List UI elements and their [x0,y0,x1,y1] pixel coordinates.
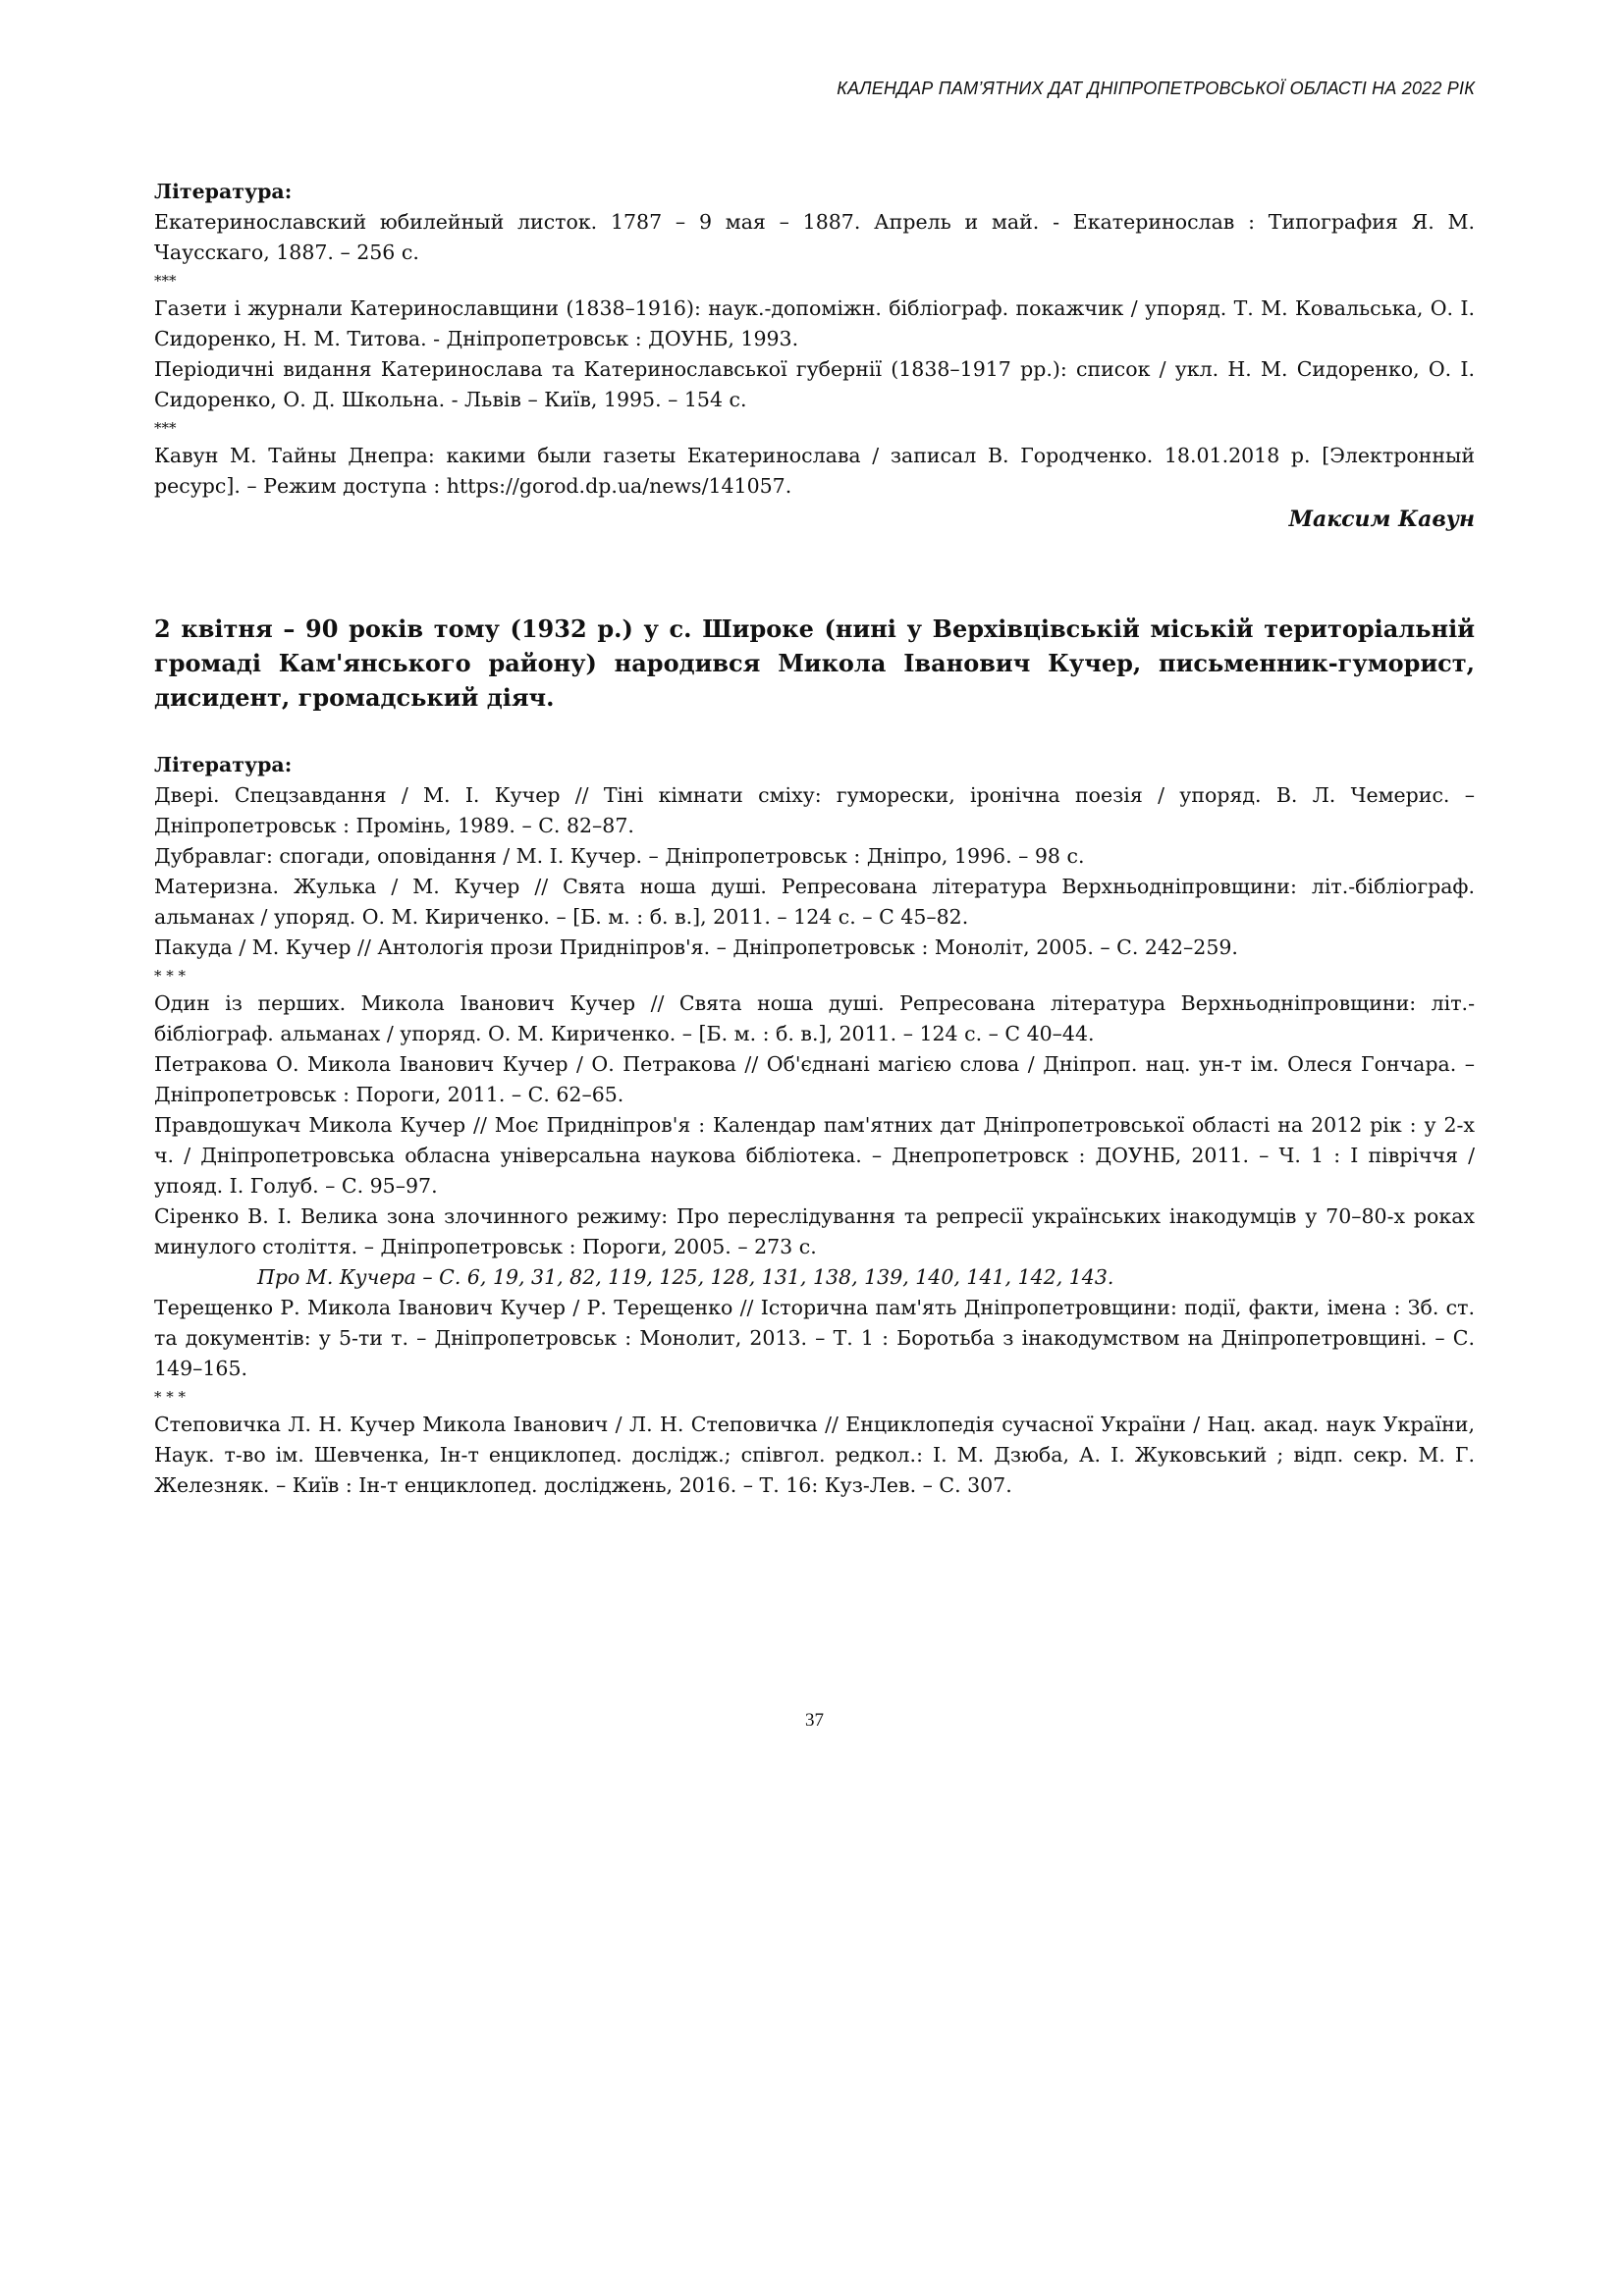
bibliography-entry: Правдошукач Микола Кучер // Моє Придніпров'я : Календар пам'ятних дат Дніпропетровської області на 2012 рік : у 2-х ч. / Дніпропетровська обласна універсальна наукова бібліотека. – Днепропетровск : ДОУНБ, 2011. – Ч. 1 : І півріччя / упояд. І. Голуб. – С. 95–97. [154,1113,1475,1198]
literature-heading: Література: [154,753,293,776]
page-content [154,177,1475,1501]
page-number: 37 [805,1710,824,1731]
bibliography-entry: Екатеринославский юбилейный листок. 1787 – 9 мая – 1887. Апрель и май. - Екатеринослав : Типография Я. М. Чаусскаго, 1887. – 256 с. [154,210,1475,264]
bibliography-entry: Один із перших. Микола Іванович Кучер // Свята ноша душі. Репресована література Верхньодніпровщини: літ.-бібліограф. альманах / упоряд. О. М. Кириченко. – [Б. м. : б. в.], 2011. – 124 с. – С 40–44. [154,991,1475,1045]
bibliography-entry: Степовичка Л. Н. Кучер Микола Іванович / Л. Н. Степовичка // Енциклопедія сучасної України / Нац. акад. наук України, Наук. т-во ім. Шевченка, Ін-т енциклопед. дослідж.; співгол. редкол.: І. М. Дзюба, А. І. Жуковський ; відп. секр. М. Г. Железняк. – Київ : Ін-т енциклопед. досліджень, 2016. – Т. 16: Куз-Лев. – С. 307. [154,1413,1475,1497]
separator: * * * [154,1388,187,1406]
event-heading: 2 квітня – 90 років тому (1932 р.) у с. Широке (нині у Верхівцівській міській територіальній громаді Кам'янського району) народився Микола Іванович Кучер, письменник-гуморист, дисидент, громадський діяч. [154,614,1475,712]
literature-heading: Література: [154,180,293,203]
author-signature: Максим Кавун [1288,507,1475,532]
bibliography-entry: Періодичні видання Катеринослава та Катеринославської губернії (1838–1917 рр.): список / укл. Н. М. Сидоренко, О. І. Сидоренко, О. Д. Школьна. - Львів – Київ, 1995. – 154 с. [154,357,1475,411]
bibliography-entry: Дубравлаг: спогади, оповідання / М. І. Кучер. – Дніпропетровськ : Дніпро, 1996. – 98 с. [154,844,1085,868]
bibliography-entry: Терещенко Р. Микола Іванович Кучер / Р. Терещенко // Історична пам'ять Дніпропетровщини: події, факти, імена : Зб. ст. та документів: у 5-ти т. – Дніпропетровськ : Монолит, 2013. – Т. 1 : Боротьба з інакодумством на Дніпропетровщині. – С. 149–165. [154,1296,1475,1380]
separator: *** [154,272,177,290]
document-page [154,0,1475,2296]
bibliography-entry: Кавун М. Тайны Днепра: какими были газеты Екатеринослава / записал В. Городченко. 18.01.2018 р. [Электронный ресурс]. – Режим доступа : https://gorod.dp.ua/news/141057. [154,444,1475,498]
bibliography-entry: Двері. Спецзавдання / М. І. Кучер // Тіні кімнати сміху: гуморески, іронічна поезія / упоряд. В. Л. Чемерис. – Дніпропетровськ : Промінь, 1989. – С. 82–87. [154,783,1475,837]
separator: * * * [154,967,187,985]
bibliography-entry: Пакуда / М. Кучер // Антологія прози Придніпров'я. – Дніпропетровськ : Моноліт, 2005. – С. 242–259. [154,935,1238,959]
bibliography-entry: Материзна. Жулька / М. Кучер // Свята ноша душі. Репресована література Верхньодніпровщини: літ.-бібліограф. альманах / упоряд. О. М. Кириченко. – [Б. м. : б. в.], 2011. – 124 с. – С 45–82. [154,875,1475,929]
bibliography-entry: Сіренко В. І. Велика зона злочинного режиму: Про переслідування та репресії українських інакодумців у 70–80-х роках минулого століття. – Дніпропетровськ : Пороги, 2005. – 273 с. [154,1204,1475,1258]
bibliography-entry: Петракова О. Микола Іванович Кучер / О. Петракова // Об'єднані магією слова / Дніпроп. нац. ун-т ім. Олеся Гончара. – Дніпропетровськ : Пороги, 2011. – С. 62–65. [154,1052,1475,1106]
page-references-note: Про М. Кучера – С. 6, 19, 31, 82, 119, 125, 128, 131, 138, 139, 140, 141, 142, 143. [257,1265,1114,1289]
bibliography-entry: Газети і журнали Катеринославщини (1838–1916): наук.-допоміжн. бібліограф. покажчик / упоряд. Т. М. Ковальська, О. І. Сидоренко, Н. М. Титова. - Дніпропетровськ : ДОУНБ, 1993. [154,296,1475,350]
separator: *** [154,419,177,437]
running-header: КАЛЕНДАР ПАМ’ЯТНИХ ДАТ ДНІПРОПЕТРОВСЬКОЇ ОБЛАСТІ НА 2022 РІК [837,79,1475,98]
